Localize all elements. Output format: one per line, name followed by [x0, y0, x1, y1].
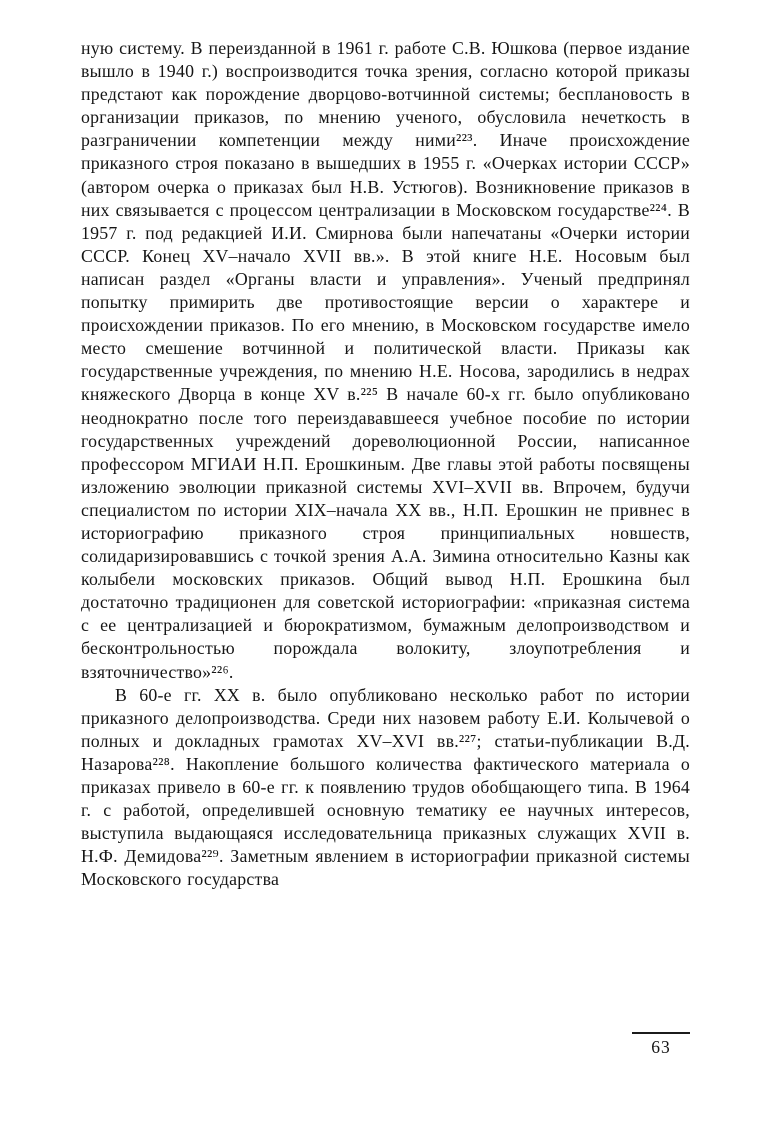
- body-paragraph-1: ную систему. В переизданной в 1961 г. работе С.В. Юшкова (первое издание вышло в 1940 г.) воспроизводится точка зрения, согласно которой приказы предстают как порождение дворцово-вотчинной системы; бесплановость в организации приказов, по мнению ученого, обусловила нечеткость в разграничении компетенции между ними²²³. Иначе происхождение приказного строя показано в вышедших в 1955 г. «Очерках истории СССР» (автором очерка о приказах был Н.В. Устюгов). Возникновение приказов в них связывается с процессом централизации в Московском государстве²²⁴. В 1957 г. под редакцией И.И. Смирнова были напечатаны «Очерки истории СССР. Конец XV–начало XVII вв.». В этой книге Н.Е. Носовым был написан раздел «Органы власти и управления». Ученый предпринял попытку примирить две противостоящие версии о характере и происхождении приказов. По его мнению, в Московском государстве имело место смешение вотчинной и политической власти. Приказы как государственные учреждения, по мнению Н.Е. Носова, зародились в недрах княжеского Дворца в конце XV в.²²⁵ В начале 60-х гг. было опубликовано неоднократно после того переиздававшееся учебное пособие по истории государственных учреждений дореволюционной России, написанное профессором МГИАИ Н.П. Ерошкиным. Две главы этой работы посвящены изложению эволюции приказной системы XVI–XVII вв. Впрочем, будучи специалистом по истории XIX–начала XX вв., Н.П. Ерошкин не привнес в историографию приказного строя принципиальных новшеств, солидаризировавшись с точкой зрения А.А. Зимина относительно Казны как колыбели московских приказов. Общий вывод Н.П. Ерошкина был достаточно традиционен для советской историографии: «приказная система с ее централизацией и бюрократизмом, бумажным делопроизводством и бесконтрольностью порождала волокиту, злоупотребления и взяточничество»²²⁶.: [81, 38, 690, 682]
- page-number: 63: [651, 1037, 671, 1057]
- page-footer: [632, 1032, 690, 1058]
- text-block: [81, 37, 690, 891]
- footer-rule: [632, 1032, 690, 1034]
- book-page: [81, 37, 690, 891]
- body-paragraph-2: В 60-е гг. XX в. было опубликовано несколько работ по истории приказного делопроизводства. Среди них назовем работу Е.И. Колычевой о полных и докладных грамотах XV–XVI вв.²²⁷; статьи-публикации В.Д. Назарова²²⁸. Накопление большого количества фактического материала о приказах привело в 60-е гг. к появлению трудов обобщающего типа. В 1964 г. с работой, определившей основную тематику ее научных интересов, выступила выдающаяся исследовательница приказных служащих XVII в. Н.Ф. Демидова²²⁹. Заметным явлением в историографии приказной системы Московского государства: [81, 684, 690, 890]
